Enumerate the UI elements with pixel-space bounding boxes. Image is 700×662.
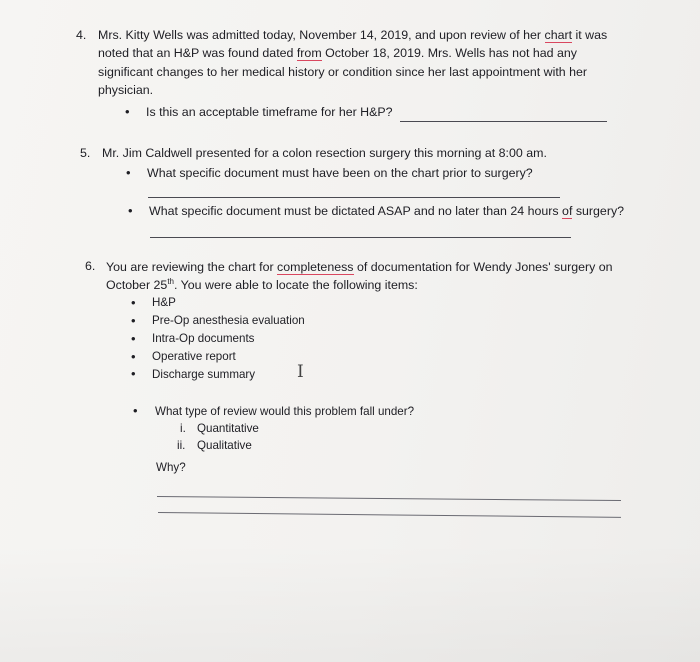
q4-bullet: • bbox=[125, 104, 130, 119]
q4-flagged-word-from: from bbox=[296, 46, 322, 60]
q6-answer-line-2[interactable] bbox=[158, 512, 621, 518]
q6-question: What type of review would this problem fall under? bbox=[155, 405, 415, 418]
q6-item-bullet: • bbox=[131, 313, 136, 328]
q6-number: 6. bbox=[85, 259, 96, 273]
q6-item-operative: Operative report bbox=[152, 350, 236, 363]
q5-question-2-text: What specific document must be dictated ASAP and no later than 24 hours bbox=[149, 204, 563, 218]
q4-number: 4. bbox=[76, 28, 87, 42]
q5-flagged-word-of: of bbox=[562, 204, 573, 218]
q6-question-bullet: • bbox=[133, 403, 138, 418]
q6-superscript: th bbox=[167, 276, 174, 286]
q4-line-2-text: noted that an H&P was found dated bbox=[98, 46, 297, 60]
q4-line-2-end: October 18, 2019. Mrs. Wells has not had any bbox=[321, 46, 577, 60]
q4-line-1 bbox=[98, 27, 607, 44]
q5-line: Mr. Jim Caldwell presented for a colon resection surgery this morning at 8:00 am. bbox=[102, 146, 547, 160]
q5-question-2 bbox=[149, 203, 624, 220]
q6-item-hp: H&P bbox=[152, 296, 176, 309]
q4-answer-line[interactable] bbox=[400, 121, 607, 122]
q6-item-bullet: • bbox=[131, 366, 136, 381]
q6-answer-line-1[interactable] bbox=[157, 496, 621, 501]
q4-line-4: physician. bbox=[98, 83, 154, 97]
q4-line-1-text: Mrs. Kitty Wells was admitted today, November 14, 2019, and upon review of her bbox=[98, 28, 545, 42]
q6-item-discharge: Discharge summary bbox=[152, 368, 256, 381]
q6-option-qualitative[interactable]: Qualitative bbox=[197, 439, 252, 452]
q4-question: Is this an acceptable timeframe for her H&P? bbox=[146, 105, 393, 119]
q5-answer-line-1[interactable] bbox=[148, 197, 560, 198]
q6-item-preop: Pre-Op anesthesia evaluation bbox=[152, 314, 305, 327]
q6-line-1-end: of documentation for Wendy Jones' surgery on bbox=[353, 260, 613, 274]
q6-item-intraop: Intra-Op documents bbox=[152, 332, 255, 345]
q6-line-2 bbox=[106, 277, 418, 294]
q6-line-2-text: October 25 bbox=[106, 278, 168, 292]
q5-bullet-2: • bbox=[128, 203, 133, 218]
q6-why-label: Why? bbox=[156, 461, 186, 474]
q5-bullet-1: • bbox=[126, 165, 131, 180]
q6-line-1-text: You are reviewing the chart for bbox=[106, 260, 278, 274]
q6-line-2-end: . You were able to locate the following items: bbox=[173, 278, 418, 292]
q4-line-3: significant changes to her medical history or condition since her last appointment with her bbox=[98, 65, 588, 79]
q4-line-2 bbox=[98, 45, 577, 62]
q6-line-1 bbox=[106, 259, 613, 276]
q6-item-bullet: • bbox=[131, 349, 136, 364]
q6-option-quantitative[interactable]: Quantitative bbox=[197, 422, 259, 435]
q5-question-2-end: surgery? bbox=[572, 204, 625, 218]
page-shadow bbox=[0, 542, 700, 662]
q5-question-1: What specific document must have been on the chart prior to surgery? bbox=[147, 166, 533, 180]
q6-item-bullet: • bbox=[131, 295, 136, 310]
q4-flagged-word-chart: chart bbox=[544, 28, 573, 42]
q4-line-1-end: it was bbox=[572, 28, 608, 42]
text-cursor-icon: I bbox=[297, 362, 304, 382]
q6-flagged-word-completeness: completeness bbox=[277, 260, 354, 274]
q6-item-bullet: • bbox=[131, 331, 136, 346]
q5-number: 5. bbox=[80, 146, 91, 160]
q5-answer-line-2[interactable] bbox=[150, 237, 571, 238]
q6-option-1-label: i. bbox=[180, 422, 186, 435]
q6-option-2-label: ii. bbox=[177, 439, 186, 452]
